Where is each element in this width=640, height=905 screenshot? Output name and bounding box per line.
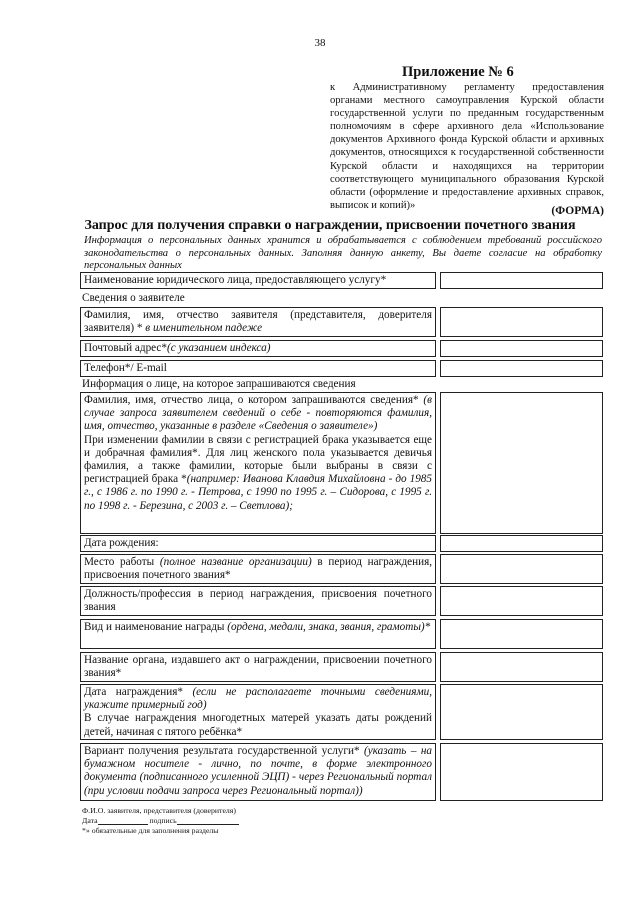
footer-fio: Ф.И.О. заявителя, представителя (доверителя): [82, 806, 236, 815]
signature-line[interactable]: [177, 817, 239, 825]
issuer-text: Название органа, издавшего акт о награждении, присвоении почетного звания*: [84, 654, 432, 680]
person-name-field[interactable]: [440, 392, 603, 534]
award-type-text: Вид и наименование награды: [84, 621, 225, 633]
award-date-field[interactable]: [440, 684, 603, 740]
person-section-heading: Информация о лице, на которое запрашиваются сведения: [82, 378, 356, 390]
request-title: Запрос для получения справки о награждении, присвоении почетного звания: [84, 218, 576, 233]
workplace-note: (полное название организации): [159, 556, 312, 568]
footer-date-signature: [82, 816, 239, 825]
award-type-label: [80, 619, 436, 649]
applicant-name-field[interactable]: [440, 307, 603, 337]
birth-date-label: [80, 535, 436, 552]
phone-text: Телефон*/ E-mail: [84, 362, 167, 374]
workplace-text: Место работы: [84, 556, 155, 568]
issuer-field[interactable]: [440, 652, 603, 682]
workplace-label: [80, 554, 436, 584]
applicant-name-label: [80, 307, 436, 337]
award-date-note: (если не располагаете точными сведениями, укажите примерный год): [84, 686, 433, 712]
date-line[interactable]: [98, 817, 148, 825]
consent-text: Информация о персональных данных хранится и обрабатывается с соблюдением требований российского законодательства о персональных данных. Заполняя данную анкету, Вы даете согласие на обработку персональных данных: [84, 235, 602, 272]
appendix-title: Приложение № 6: [402, 64, 514, 80]
person-name-text: Фамилия, имя, отчество лица, о котором запрашиваются сведения*: [84, 394, 419, 406]
workplace-tail: в период награждения, присвоения почетного звания*: [84, 556, 433, 582]
phone-label: [80, 360, 436, 377]
delivery-label: [80, 743, 436, 801]
footer-date-label: Дата: [82, 816, 98, 825]
postal-field[interactable]: [440, 340, 603, 357]
birth-date-field[interactable]: [440, 535, 603, 552]
delivery-text: Вариант получения результата государственной услуги*: [84, 745, 360, 757]
delivery-field[interactable]: [440, 743, 603, 801]
applicant-section-heading: Сведения о заявителе: [82, 292, 185, 304]
workplace-field[interactable]: [440, 554, 603, 584]
issuer-label: [80, 652, 436, 682]
person-name-label: [80, 392, 436, 534]
applicant-name-note: в именительном падеже: [145, 322, 263, 335]
footer-signature-label: подпись: [149, 816, 177, 825]
position-text: Должность/профессия в период награждения, присвоения почетного звания: [84, 588, 432, 614]
form-label: (ФОРМА): [551, 205, 604, 217]
postal-text: Почтовый адрес*: [84, 342, 167, 354]
org-name-label: [80, 272, 436, 289]
applicant-name-text: Фамилия, имя, отчество заявителя (представителя, доверителя заявителя) *: [84, 309, 432, 335]
position-field[interactable]: [440, 586, 603, 616]
delivery-note: (указать – на бумажном носителе - лично, по почте, в форме электронного документа (подписанного усиленной ЭЦП) - через Региональный портал (при условии подачи запроса через Региональный портал)): [84, 745, 433, 797]
award-type-note: (ордена, медали, знака, звания, грамоты)*: [227, 621, 431, 633]
surname-change-text: При изменении фамилии в связи с регистрацией брака указывается еще и добрачная фамилия*. Для лиц женского пола указывается девичья фамилия, а также фамилии, которые были выбраны в связи с регистрацией брака *: [84, 433, 432, 486]
mothers-text: В случае награждения многодетных матерей указать даты рождений детей, начиная с пятого ребёнка*: [84, 712, 432, 738]
appendix-text: к Административному регламенту предоставления органами местного самоуправления Курской области государственной услуги по преданным государственным полномочиям в сфере архивного дела «Использование документов Архивного фонда Курской области и архивных документов, относящихся к государственной собственности Курской области и находящихся на территории соответствующего муниципального образования Курской области (оформление и предоставление архивных справок, выписок и копий)»: [330, 82, 604, 211]
postal-note: (с указанием индекса): [166, 342, 271, 354]
award-type-field[interactable]: [440, 619, 603, 649]
birth-date-text: Дата рождения:: [84, 537, 159, 549]
person-name-note: (в случае запроса заявителем сведений о себе - повторяются фамилия, имя, отчество, указанные в разделе «Сведения о заявителе»): [84, 394, 432, 433]
award-date-label: [80, 684, 436, 740]
org-name-text: Наименование юридического лица, предоставляющего услугу*: [84, 274, 387, 286]
surname-change-example: (например: Иванова Клавдия Михайловна - до 1985 г., с 1986 г. по 1990 г. - Петрова, с 1990 по 1995 г. – Сидорова, с 1995 г. по 1998 г. - Березина, с 2003 г. – Светлова);: [84, 473, 432, 512]
award-date-text: Дата награждения*: [84, 686, 183, 698]
page-number: 38: [314, 37, 326, 49]
postal-label: [80, 340, 436, 357]
org-name-field[interactable]: [440, 272, 603, 289]
footer-required-note: *» обязательные для заполнения разделы: [82, 826, 219, 835]
position-label: [80, 586, 436, 616]
phone-field[interactable]: [440, 360, 603, 377]
